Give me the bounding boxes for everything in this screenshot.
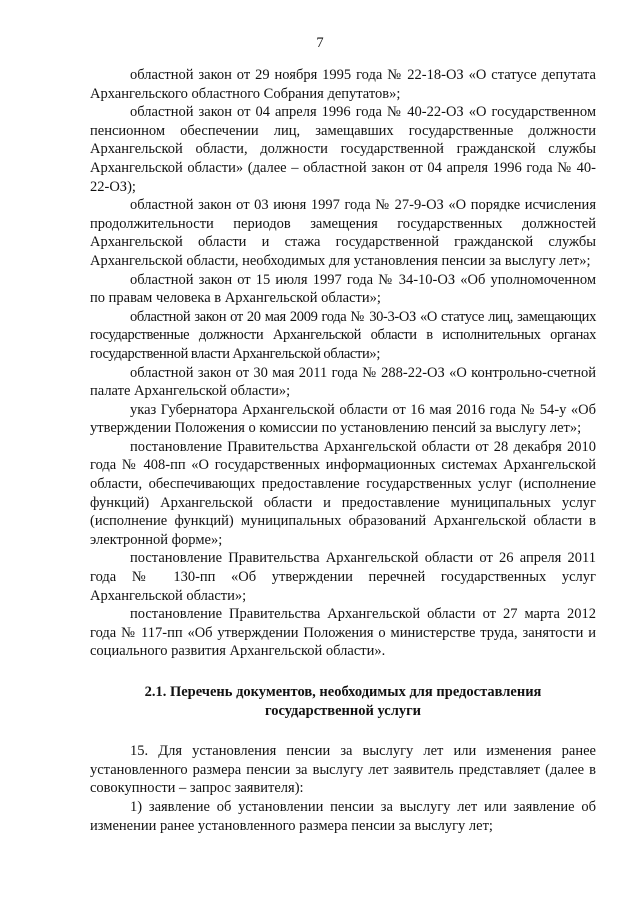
list-item-law-2011: областной закон от 30 мая 2011 года № 288-22-ОЗ «О контрольно-счетной палате Архангельской области»;: [90, 364, 596, 400]
list-item-decree-2016: указ Губернатора Архангельской области от 16 мая 2016 года № 54-у «Об утверждении Положения о комиссии по установлению пенсий за выслугу лет»;: [90, 401, 596, 437]
document-body: [90, 66, 596, 835]
section-heading-line-2: государственной услуги: [264, 702, 422, 719]
list-item-law-1997-june: областной закон от 03 июня 1997 года № 27-9-ОЗ «О порядке исчисления продолжительности периодов замещения государственных должностей Архангельской области и стажа государственной гражданской службы Архангельской области, необходимых для установления пенсии за выслугу лет»;: [90, 197, 596, 269]
section-heading: [90, 683, 596, 720]
list-item-law-1997-july: областной закон от 15 июля 1997 года № 34-10-ОЗ «Об уполномоченном по правам человека в Архангельской области»;: [90, 271, 596, 307]
section-heading-line-1: 2.1. Перечень документов, необходимых для предоставления: [144, 684, 542, 700]
list-item-law-2009: областной закон от 20 мая 2009 года № 30-3-ОЗ «О статусе лиц, замещающих государственные должности Архангельской области в исполнительных органах государственной власти Архангельской области»;: [90, 308, 596, 362]
paragraph-15: 15. Для установления пенсии за выслугу лет или изменения ранее установленного размера пенсии за выслугу лет заявитель представляет (далее в совокупности – запрос заявителя):: [90, 743, 596, 797]
page-number: 7: [316, 35, 324, 51]
list-item-law-1995: областной закон от 29 ноября 1995 года № 22-18-ОЗ «О статусе депутата Архангельского областного Собрания депутатов»;: [90, 67, 596, 102]
list-item-resolution-2010: постановление Правительства Архангельской области от 28 декабря 2010 года № 408-пп «О государственных информационных системах Архангельской области, обеспечивающих предоставление государственных услуг (исполнение функций) Архангельской области и предоставление муниципальных услуг (исполнение функций) муниципальных образований Архангельской области в электронной форме»;: [90, 438, 596, 548]
list-item-resolution-2011: постановление Правительства Архангельской области от 26 апреля 2011 года № 130-пп «Об утверждении перечней государственных услуг Архангельской области»;: [90, 550, 596, 604]
paragraph-15-item-1: 1) заявление об установлении пенсии за выслугу лет или заявление об изменении ранее установленного размера пенсии за выслугу лет;: [90, 798, 596, 834]
list-item-law-1996: областной закон от 04 апреля 1996 года № 40-22-ОЗ «О государственном пенсионном обеспечении лиц, замещавших государственные должности Архангельской области, должности государственной гражданской службы Архангельской области» (далее – областной закон от 04 апреля 1996 года № 40-22-ОЗ);: [90, 104, 596, 195]
list-item-resolution-2012: постановление Правительства Архангельской области от 27 марта 2012 года № 117-пп «Об утверждении Положения о министерстве труда, занятости и социального развития Архангельской области».: [90, 606, 596, 660]
